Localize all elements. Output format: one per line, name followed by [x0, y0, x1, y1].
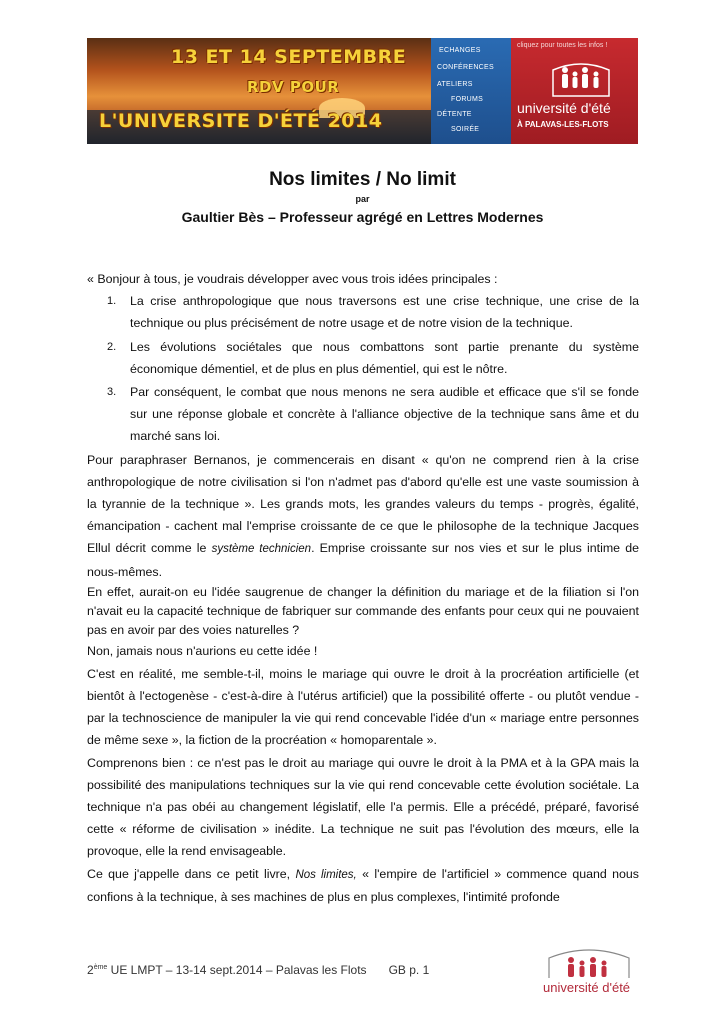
footer-logo-text: université d'été	[543, 980, 631, 995]
paragraph-non: Non, jamais nous n'aurions eu cette idée !	[87, 643, 318, 658]
banner-event: L'UNIVERSITE D'ÉTÉ 2014	[99, 110, 383, 132]
banner-menu-item: FORUMS	[451, 96, 484, 103]
page-number: GB p. 1	[388, 963, 430, 977]
page-footer	[87, 963, 429, 977]
list-item	[87, 290, 639, 334]
footer-number: 2	[87, 963, 94, 977]
list-number: 2.	[107, 340, 117, 353]
list-text: La crise anthropologique que nous traversons est une crise technique, une crise de la technique ou plus précisément de notre usage et de notre vision de la technique.	[130, 294, 639, 331]
banner-menu-item: ECHANGES	[439, 47, 481, 54]
document-title: Nos limites / No limit	[269, 169, 456, 190]
intro-paragraph: « Bonjour à tous, je voudrais développer avec vous trois idées principales :	[87, 272, 498, 286]
paragraph-comprenons: Comprenons bien : ce n'est pas le droit au mariage qui ouvre le droit à la PMA et à la GPA mais la possibilité des manipulations techniques sur la vie qui rend concevable cette évolution sociétale. La technique n'a pas obéi au changement législatif, elle l'a permis. Elle a précédé, préparé, favorisé cette « réforme de civilisation » inédite. La technique ne suit pas l'évolution des mœurs, elle la provoque, elle la rend envisageable.	[87, 755, 639, 859]
banner-menu-item: CONFÉRENCES	[437, 64, 494, 71]
by-label: par	[355, 194, 370, 204]
text-run: « l'empire de l'artificiel » commence quand nous confions à la technique, à ses machines de plus en plus complexes, l'intimité profonde	[87, 866, 639, 904]
text-run: Ce que j'appelle dans ce petit livre,	[87, 866, 296, 881]
paragraph-en-effet: En effet, aurait-on eu l'idée saugrenue de changer la définition du mariage et de la filiation si l'on n'avait eu la capacité technique de fabriquer sur commande des enfants pour ceux qui ne pouvaient pas en avoir par des voies naturelles ?	[87, 584, 639, 637]
banner-place: À PALAVAS-LES-FLOTS	[517, 120, 609, 129]
emphasis: système technicien	[211, 543, 312, 556]
paragraph-bernanos	[87, 449, 639, 583]
list-text: Par conséquent, le combat que nous menons ne sera audible et efficace que s'il se fonde sur une réponse globale et concrète à l'alliance objective de la technique sans âme et du marché sans loi.	[130, 385, 639, 444]
banner-rdv: RDV POUR	[247, 78, 340, 96]
family-icon	[551, 56, 611, 98]
paragraph-realite: C'est en réalité, me semble-t-il, moins le mariage qui ouvre le droit à la procréation artificielle (et bientôt à l'ectogenèse - c'est-à-dire à l'utérus artificiel) que la possibilité offerte - ou plutôt vendue - par la technoscience de manipuler la vie qui rend concevable l'idée d'un « mariage entre personnes de même sexe », la fiction de la procréation « homoparentale ».	[87, 666, 639, 748]
banner-menu-item: DÉTENTE	[437, 111, 472, 118]
author-line: Gaultier Bès – Professeur agrégé en Lettres Modernes	[181, 209, 544, 225]
banner-logo-panel	[511, 38, 638, 144]
list-item	[87, 381, 639, 448]
paragraph-nos-limites	[87, 863, 639, 908]
footer-logo	[543, 944, 635, 1000]
text-run: Pour paraphraser Bernanos, je commencerais en disant « qu'on ne comprend rien à la crise anthropologique de notre civilisation si l'on n'admet pas d'abord qu'elle est une vaste soumission à la tyrannie de la technique ». Les grands mots, les grandes valeurs du temps - progrès, égalité, émancipation - cachent mal l'emprise croissante de ce que le philosophe de la technique Jacques Ellul décrit comme le	[87, 452, 639, 556]
list-text: Les évolutions sociétales que nous combattons sont partie prenante du système économique démentiel, et de plus en plus démentiel, qui est le nôtre.	[130, 339, 639, 376]
family-icon	[543, 944, 635, 982]
banner-logo-text: université d'été	[517, 100, 611, 116]
banner-menu-item: SOIRÉE	[451, 126, 480, 133]
banner-menu-item: ATELIERS	[437, 81, 473, 88]
list-item	[87, 336, 639, 380]
banner-date: 13 ET 14 SEPTEMBRE	[171, 46, 407, 68]
emphasis: Nos limites,	[295, 868, 357, 881]
ideas-list	[87, 290, 639, 447]
event-banner[interactable]	[87, 38, 638, 144]
document-body	[87, 268, 639, 908]
text-run: . Emprise croissante sur nos vies et sur le plus intime de nous-mêmes.	[87, 541, 639, 579]
banner-menu	[431, 38, 511, 144]
list-number: 1.	[107, 295, 117, 308]
footer-sup: ème	[93, 964, 108, 971]
list-number: 3.	[107, 386, 117, 399]
banner-click-text: cliquez pour toutes les infos !	[517, 42, 608, 49]
footer-text: UE LMPT – 13-14 sept.2014 – Palavas les Flots	[107, 963, 367, 977]
